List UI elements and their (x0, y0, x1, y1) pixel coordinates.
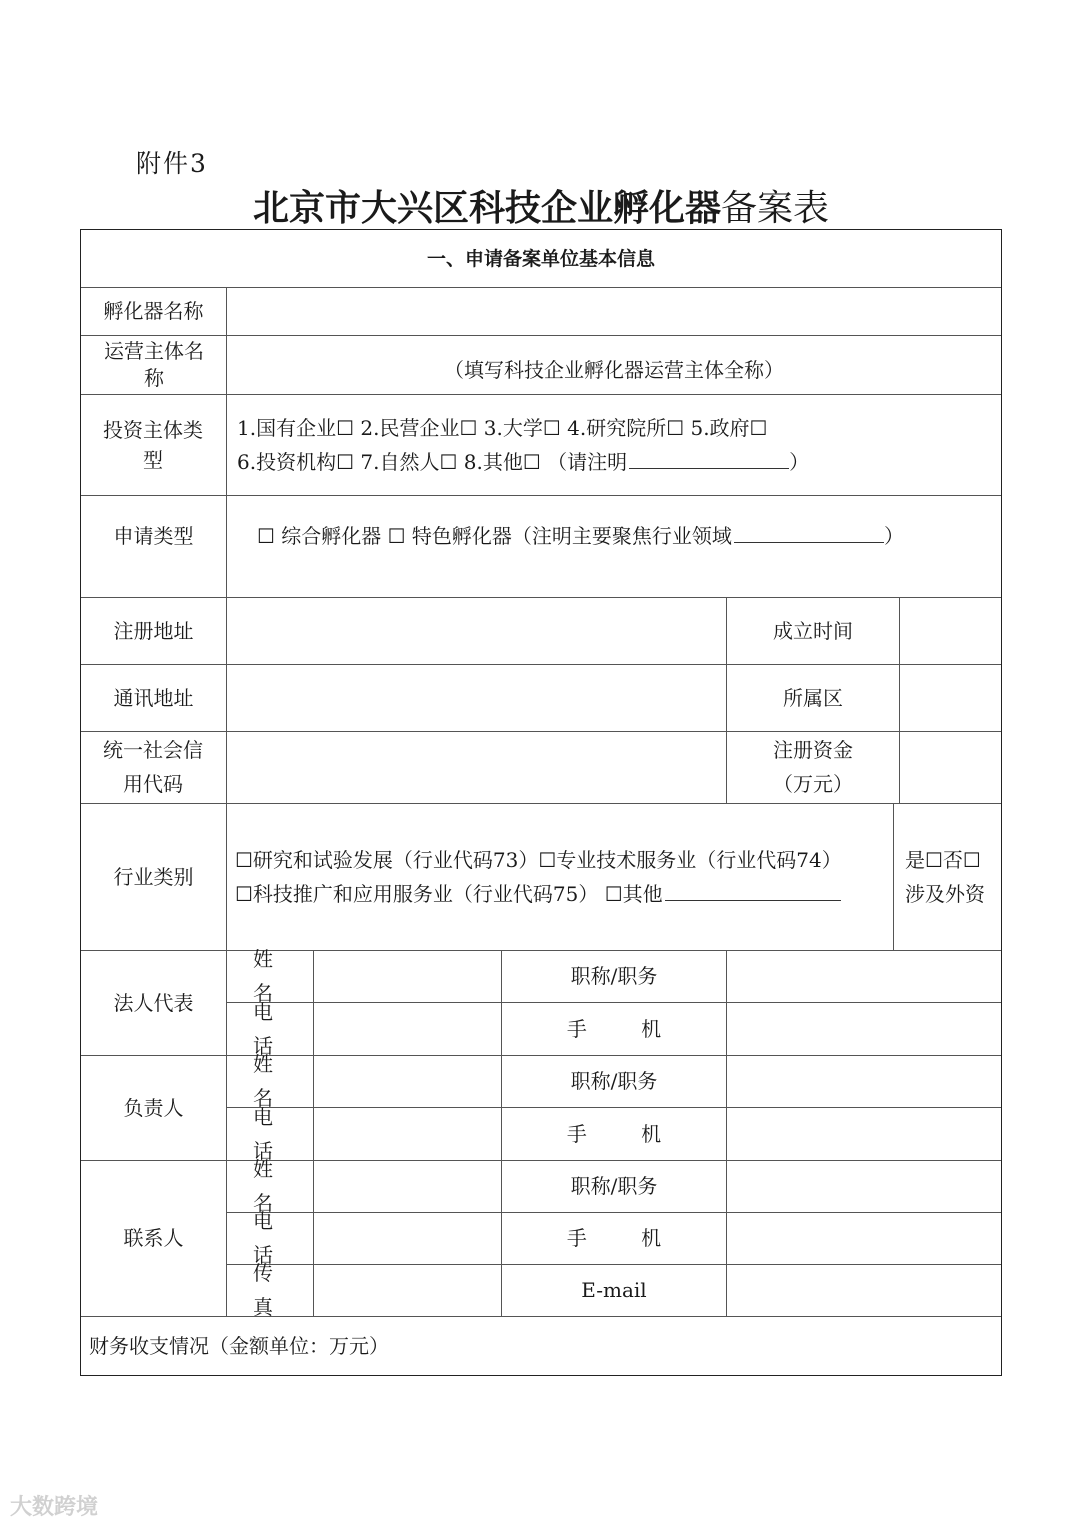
responsible-name-field[interactable] (314, 1055, 501, 1107)
document-title (80, 180, 1002, 231)
mail-address-field[interactable] (227, 664, 726, 731)
contact-mobile-label: 手 机 (566, 1226, 686, 1250)
legal-rep-mobile-label: 手 机 (566, 1016, 686, 1041)
contact-title-label: 职称/职务 (570, 1174, 658, 1198)
apply-type-options[interactable] (257, 495, 1001, 597)
responsible-title-field[interactable] (727, 1055, 1001, 1107)
contact-name-label: 姓 名 (253, 1157, 297, 1215)
responsible-title-label: 职称/职务 (570, 1069, 658, 1093)
legal-rep-mobile-field[interactable] (727, 1002, 1001, 1055)
legal-rep-label: 法人代表 (113, 990, 194, 1015)
responsible-name-label: 姓 名 (253, 1052, 297, 1110)
industry-options-line1: ☐研究和试验发展（行业代码73）☐专业技术服务业（行业代码74） (235, 847, 842, 872)
district-field[interactable] (900, 664, 1001, 731)
legal-rep-title-field[interactable] (727, 950, 1001, 1002)
responsible-mobile-field[interactable] (727, 1107, 1001, 1160)
contact-email-label: E-mail (581, 1278, 647, 1302)
operator-name-field[interactable] (227, 335, 1001, 394)
reg-address-label: 注册地址 (113, 618, 194, 643)
legal-rep-title-label: 职称/职务 (570, 964, 658, 988)
industry-label: 行业类别 (113, 864, 194, 889)
contact-title-field[interactable] (727, 1160, 1001, 1212)
contact-fax-field[interactable] (314, 1264, 501, 1316)
contact-fax-label: 传 真 (253, 1261, 297, 1319)
contact-mobile-field[interactable] (727, 1212, 1001, 1264)
reg-capital-label (727, 731, 899, 803)
apply-type-label: 申请类型 (113, 524, 194, 548)
apply-focus-blank[interactable] (734, 520, 884, 543)
registration-form (80, 229, 1002, 1376)
found-time-field[interactable] (900, 597, 1001, 664)
foreign-choice: 是☐否☐ (905, 847, 981, 872)
incubator-name-field[interactable] (227, 287, 1001, 335)
investor-type-label: 投资主体类型 (103, 417, 203, 472)
watermark-logo: 大数跨境 (10, 1495, 99, 1520)
reg-address-field[interactable] (227, 597, 726, 664)
mail-address-label: 通讯地址 (113, 685, 194, 710)
investor-options-line2: 6.投资机构☐ 7.自然人☐ 8.其他☐ （请注明 (237, 449, 628, 474)
credit-code-label: 统一社会信用代码 (103, 738, 203, 796)
contact-phone-field[interactable] (314, 1212, 501, 1264)
legal-rep-phone-field[interactable] (314, 1002, 501, 1055)
credit-code-field[interactable] (227, 731, 726, 803)
industry-options[interactable] (235, 803, 893, 950)
contact-label: 联系人 (123, 1226, 184, 1250)
title-bold: 北京市大兴区科技企业孵化器 (252, 188, 721, 229)
operator-name-hint: （填写科技企业孵化器运营主体全称） (444, 357, 784, 382)
district-label: 所属区 (783, 685, 843, 710)
section-title: 一、申请备案单位基本信息 (426, 247, 655, 270)
contact-name-field[interactable] (314, 1160, 501, 1212)
reg-capital-text: 注册资金 (773, 738, 853, 762)
legal-rep-name-field[interactable] (314, 950, 501, 1002)
foreign-label: 涉及外资 (905, 881, 985, 906)
reg-capital-field[interactable] (900, 731, 1001, 803)
investor-options-line1: 1.国有企业☐ 2.民营企业☐ 3.大学☐ 4.研究院所☐ 5.政府☐ (237, 415, 768, 440)
industry-other-blank[interactable] (665, 878, 841, 901)
finance-label: 财务收支情况（金额单位：万元） (89, 1334, 389, 1358)
apply-options-end: ） (883, 524, 904, 548)
reg-capital-unit: （万元） (773, 772, 853, 796)
incubator-name-label: 孵化器名称 (103, 299, 204, 323)
contact-email-field[interactable] (727, 1264, 1001, 1316)
title-normal: 备案表 (721, 188, 830, 229)
responsible-phone-field[interactable] (314, 1107, 501, 1160)
legal-rep-name-label: 姓 名 (253, 947, 297, 1005)
industry-options-line2: ☐科技推广和应用服务业（行业代码75） ☐其他 (235, 881, 663, 906)
investor-other-blank[interactable] (629, 446, 789, 469)
investor-type-options[interactable] (237, 394, 1001, 495)
operator-name-label: 运营主体名称 (104, 338, 204, 390)
responsible-label: 负责人 (123, 1095, 184, 1120)
apply-options-text: ☐ 综合孵化器 ☐ 特色孵化器（注明主要聚焦行业领域 (257, 524, 732, 548)
found-time-label: 成立时间 (773, 618, 853, 643)
attachment-label: 附件3 (136, 149, 208, 178)
responsible-phone-label: 电 话 (253, 1104, 297, 1163)
contact-phone-label: 电 话 (253, 1209, 297, 1267)
investor-options-line2-end: ） (789, 449, 810, 474)
foreign-investment[interactable] (905, 803, 1001, 950)
responsible-mobile-label: 手 机 (566, 1121, 686, 1146)
legal-rep-phone-label: 电 话 (253, 999, 297, 1058)
